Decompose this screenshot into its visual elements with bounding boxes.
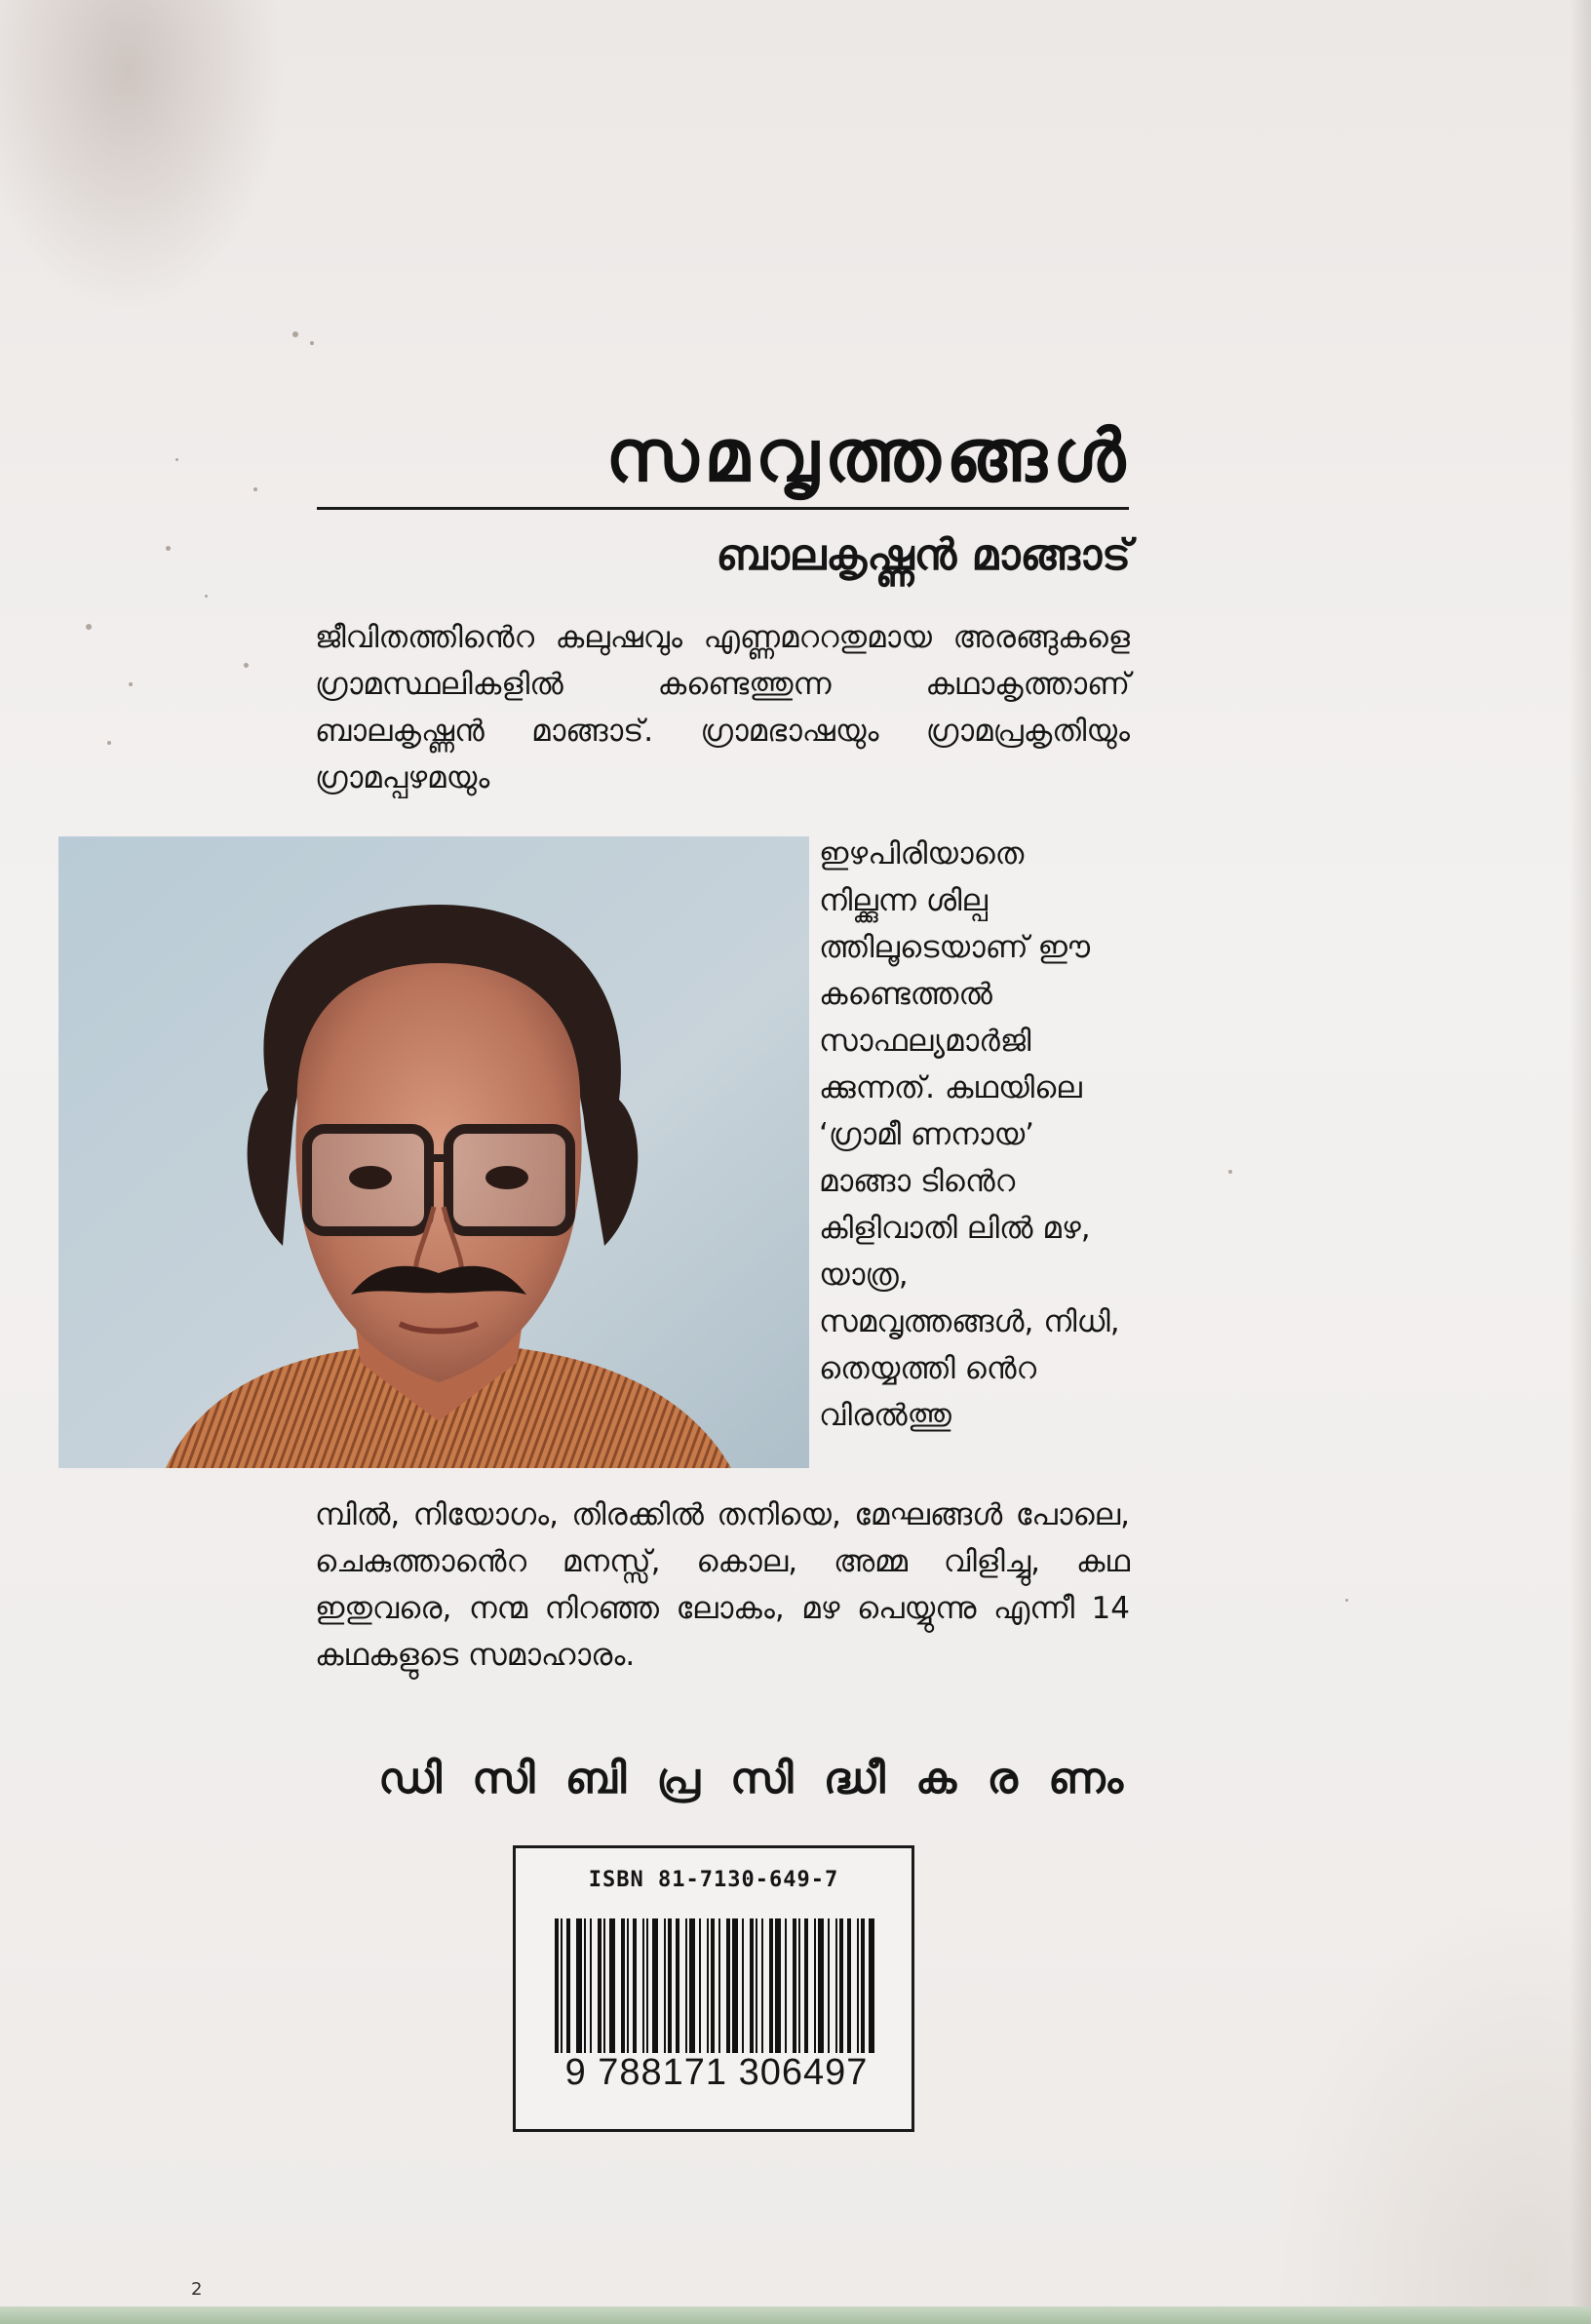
- barcode-image: [553, 1918, 880, 2065]
- author-photo: [58, 836, 809, 1468]
- barcode-number: 9 788171 306497: [535, 2053, 898, 2092]
- title-divider: [317, 507, 1129, 510]
- page-mark: 2: [191, 2279, 203, 2300]
- bottom-edge-band: [0, 2306, 1591, 2324]
- blurb-paragraph-bottom: മ്പിൽ, നിയോഗം, തിരക്കിൽ തനിയെ, മേഘങ്ങൾ പോലെ, ചെകുത്താൻെറ മനസ്സ്, കൊല, അമ്മ വിളിച്ചു, കഥ ഇതുവരെ, നന്മ നിറഞ്ഞ ലോകം, മഴ പെയ്യുന്നു എന്നീ 14 കഥകളുടെ സമാഹാരം.: [315, 1497, 1130, 1673]
- isbn-barcode-box: [513, 1845, 914, 2132]
- author-name: ബാലകൃഷ്ണൻ മാങ്ങാട്: [716, 530, 1131, 580]
- spine-edge: [1570, 0, 1591, 2324]
- blurb-paragraph-side: ഇഴപിരിയാതെ നില്ക്കുന്ന ശില്പ ത്തിലൂടെയാണ് ഈ കണ്ടെത്തൽ സാഫല്യമാർജി ക്കുന്നത്. കഥയിലെ ‘ഗ്രാമീ ണനായ’ മാങ്ങാ ടിൻെറ കിളിവാതി ലിൽ മഴ, യാത്ര, സമവൃത്തങ്ങൾ, നിധി, തെയ്യത്തി ൻെറ വിരൽത്തു: [819, 836, 1120, 1433]
- isbn-label: ISBN 81-7130-649-7: [588, 1868, 839, 1892]
- publisher-name: ഡി സി ബി പ്ര സി ദ്ധീ ക ര ണം: [378, 1754, 1131, 1803]
- book-title: സമവൃത്തങ്ങൾ: [605, 414, 1131, 498]
- blurb-paragraph-top: ജീവിതത്തിൻെറ കലുഷവും എണ്ണമററതുമായ അരങ്ങുകളെ ഗ്രാമസ്ഥലികളിൽ കണ്ടെത്തുന്ന കഥാകൃത്താണ് ബാലകൃഷ്ണൻ മാങ്ങാട്. ഗ്രാമഭാഷയും ഗ്രാമപ്രകൃതിയും ഗ്രാമപ്പഴമയും: [315, 620, 1130, 795]
